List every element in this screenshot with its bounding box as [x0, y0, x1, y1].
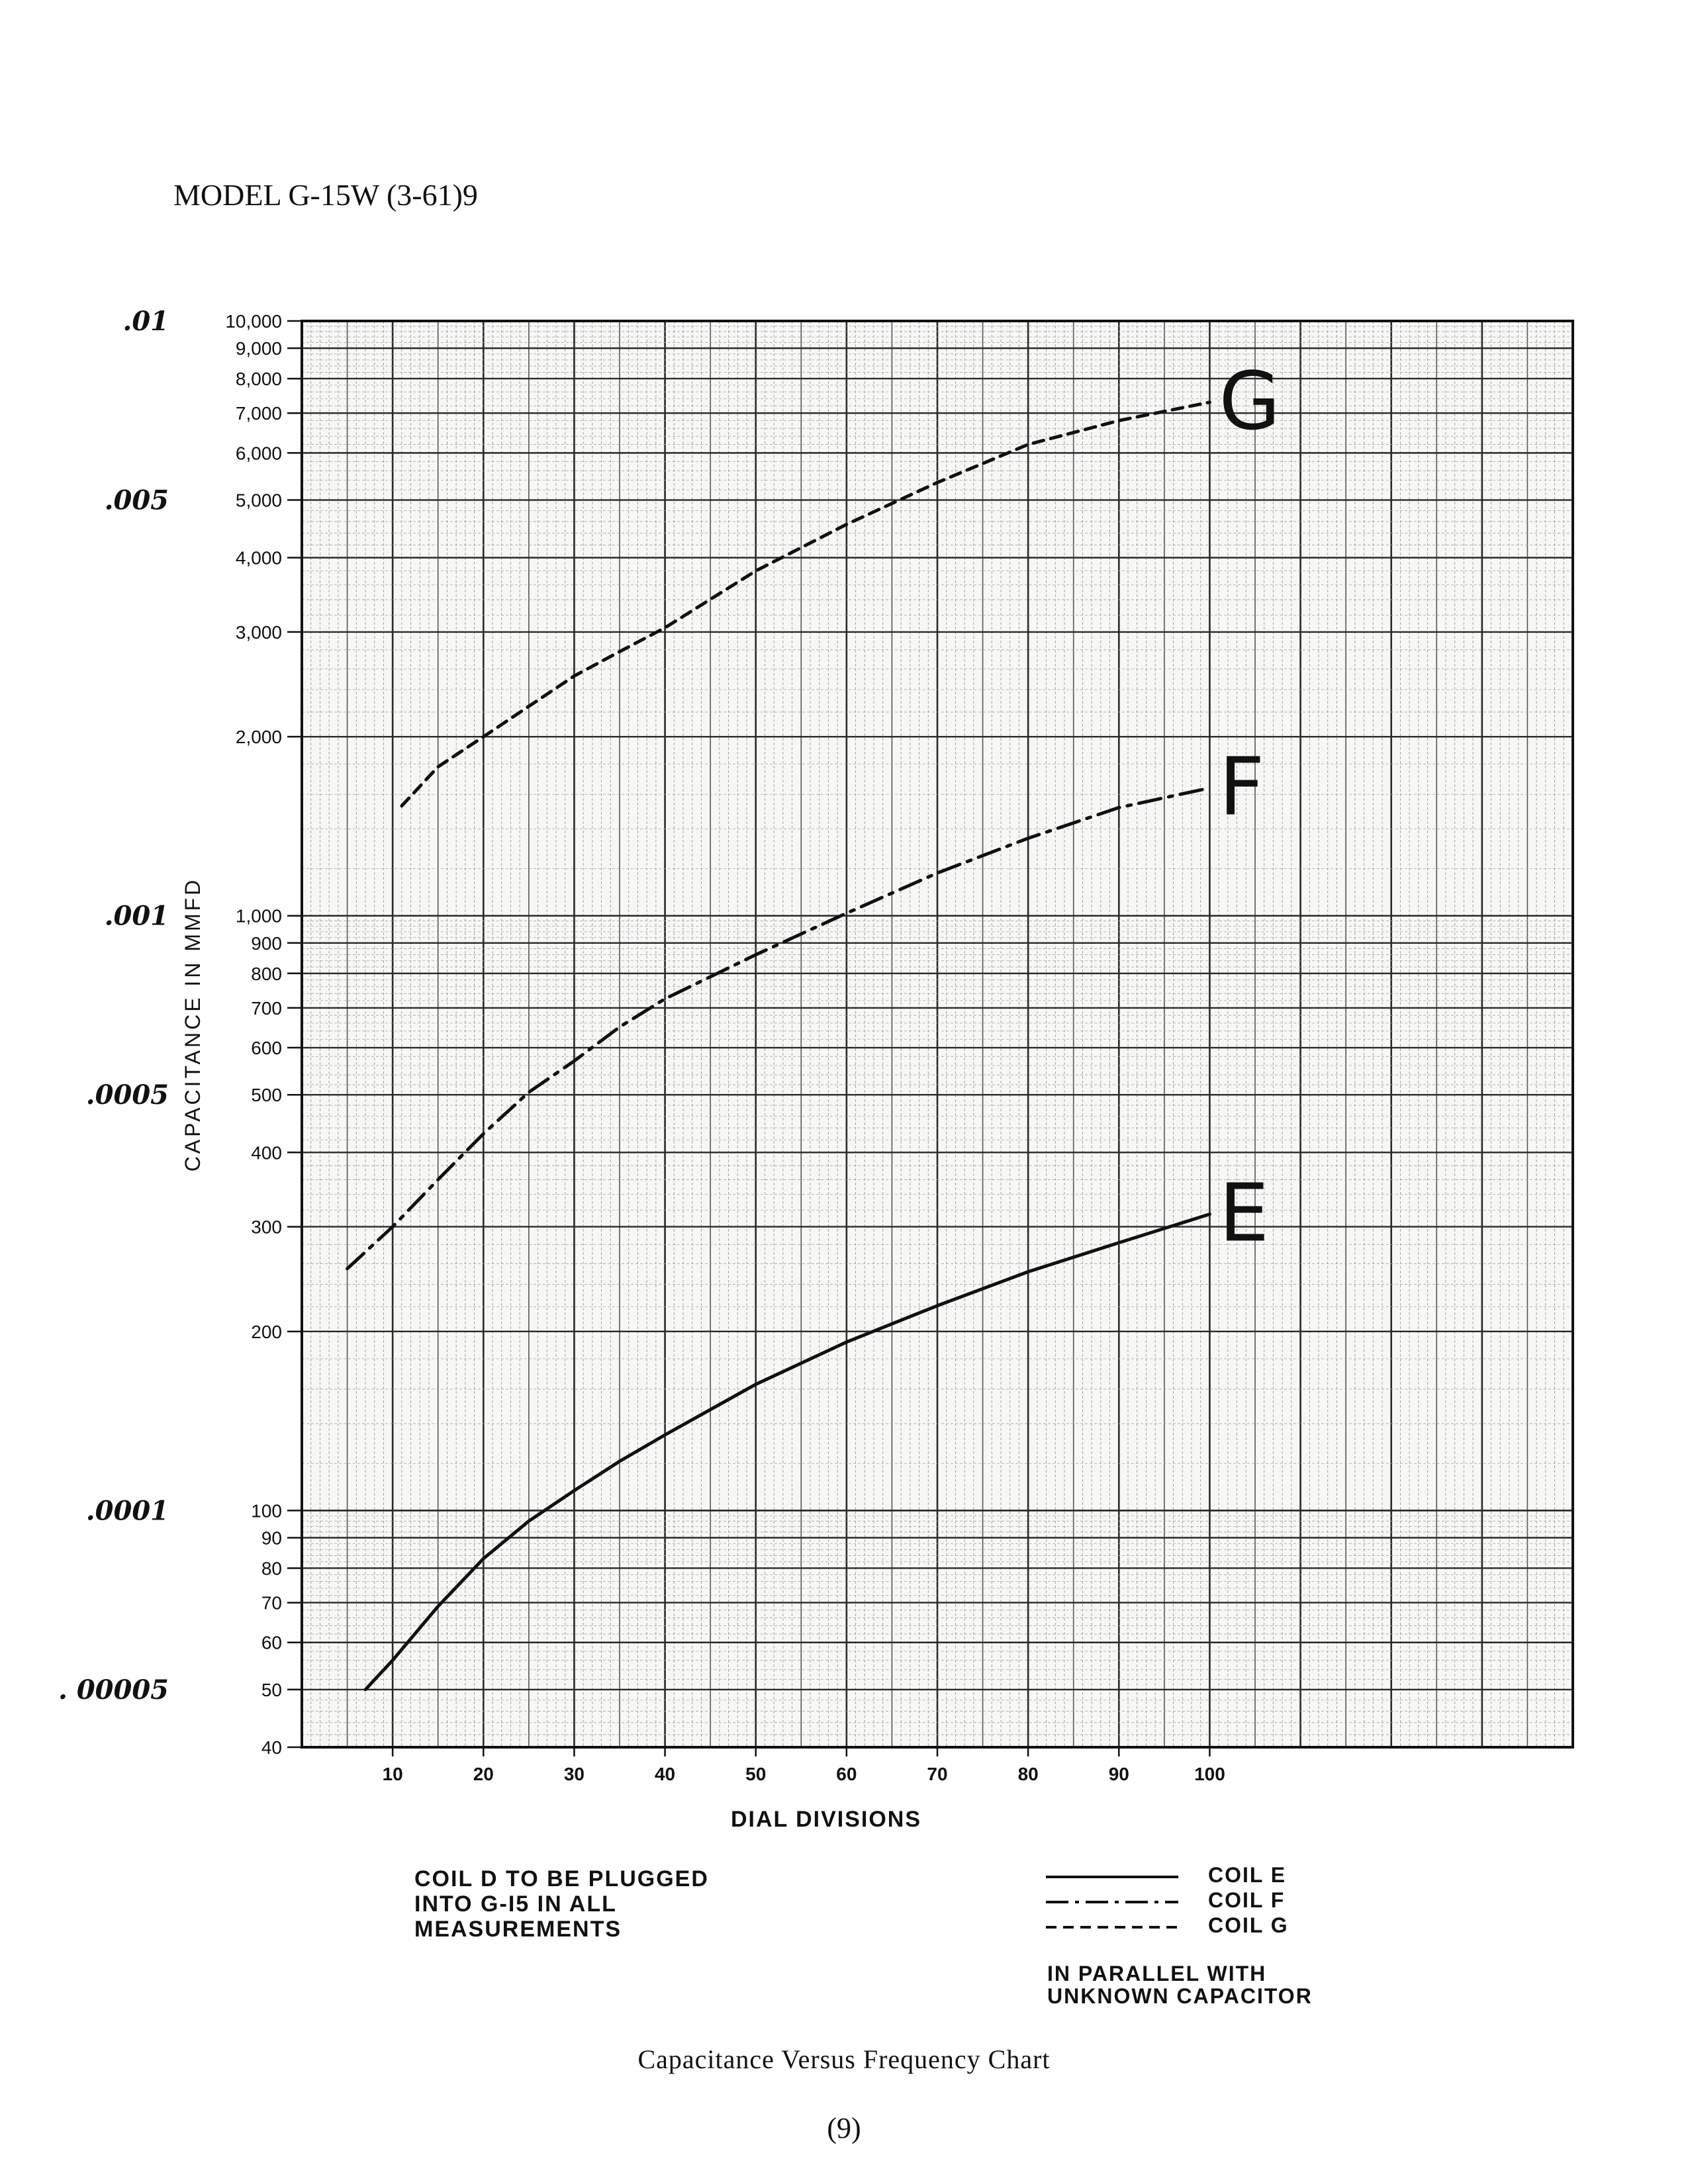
x-tick-label: 70: [927, 1764, 948, 1784]
series-end-label-e: E: [1219, 1167, 1270, 1260]
y-tick-label: 9,000: [235, 338, 282, 359]
model-header: MODEL G-15W (3-61)9: [173, 178, 478, 212]
y-tick-label: 2,000: [235, 727, 282, 748]
y-tick-label: 40: [261, 1737, 282, 1758]
x-tick-label: 30: [563, 1764, 585, 1784]
legend-item-coil-e: [1046, 1863, 1324, 1888]
x-tick-label: 40: [654, 1764, 676, 1784]
legend-label: COIL G: [1208, 1913, 1289, 1937]
y-tick-label: 3,000: [235, 621, 282, 643]
y-tick-label: 500: [251, 1085, 282, 1106]
legend-label: COIL E: [1208, 1863, 1287, 1887]
legend-item-coil-f: [1046, 1888, 1324, 1913]
y-tick-label: 8,000: [235, 369, 282, 390]
series-end-label-g: G: [1219, 355, 1281, 448]
chart-legend: [1046, 1863, 1324, 1938]
handwritten-y-label: . 00005: [58, 1674, 169, 1706]
page-number: (9): [827, 2112, 861, 2144]
legend-line-dashdot: [1046, 1900, 1178, 1904]
y-tick-label: 600: [251, 1038, 282, 1059]
x-tick-label: 10: [382, 1764, 403, 1784]
x-axis-label: DIAL DIVISIONS: [730, 1807, 922, 1832]
y-tick-label: 6,000: [235, 443, 282, 464]
x-tick-label: 60: [836, 1764, 857, 1784]
coil-note-line: COIL D TO BE PLUGGED: [414, 1866, 709, 1891]
figure-caption: Capacitance Versus Frequency Chart: [637, 2044, 1051, 2074]
y-tick-label: 400: [251, 1142, 282, 1163]
y-tick-label: 50: [261, 1679, 282, 1700]
legend-line-solid: [1046, 1875, 1178, 1879]
handwritten-y-label: .0001: [85, 1495, 169, 1527]
handwritten-y-label: .005: [104, 484, 169, 516]
x-tick-label: 50: [745, 1764, 767, 1784]
coil-note-line: MEASUREMENTS: [414, 1917, 622, 1942]
handwritten-y-label: .0005: [85, 1079, 169, 1111]
handwritten-y-label: .001: [104, 900, 169, 932]
y-tick-label: 700: [251, 997, 282, 1019]
y-tick-label: 800: [251, 963, 282, 984]
y-tick-label: 4,000: [235, 547, 282, 569]
y-tick-label: 60: [261, 1632, 282, 1653]
legend-line-dashed: [1046, 1925, 1178, 1929]
x-tick-label: 100: [1194, 1764, 1225, 1784]
parallel-note: [1047, 1962, 1313, 2007]
y-tick-label: 10,000: [225, 311, 282, 332]
y-tick-label: 1,000: [235, 905, 282, 927]
coil-note-line: INTO G-I5 IN ALL: [414, 1891, 617, 1917]
series-end-label-f: F: [1219, 741, 1265, 834]
y-tick-label: 300: [251, 1216, 282, 1238]
y-tick-label: 90: [261, 1527, 282, 1549]
parallel-note-line: UNKNOWN CAPACITOR: [1047, 1984, 1313, 2008]
y-tick-label: 5,000: [235, 490, 282, 511]
parallel-note-line: IN PARALLEL WITH: [1047, 1962, 1267, 1985]
x-tick-label: 90: [1108, 1764, 1129, 1784]
y-tick-label: 900: [251, 933, 282, 954]
y-tick-label: 70: [261, 1592, 282, 1614]
x-tick-label: 20: [473, 1764, 494, 1784]
handwritten-y-label: .01: [122, 306, 169, 337]
x-tick-label: 80: [1017, 1764, 1039, 1784]
y-tick-label: 80: [261, 1558, 282, 1579]
legend-item-coil-g: [1046, 1913, 1324, 1938]
legend-label: COIL F: [1208, 1888, 1286, 1912]
y-tick-label: 100: [251, 1500, 282, 1522]
coil-note: [414, 1866, 709, 1942]
chart-grid: [302, 321, 1573, 1747]
y-axis-label: CAPACITANCE IN MMFD: [181, 877, 205, 1172]
y-tick-label: 200: [251, 1321, 282, 1342]
y-tick-label: 7,000: [235, 403, 282, 424]
